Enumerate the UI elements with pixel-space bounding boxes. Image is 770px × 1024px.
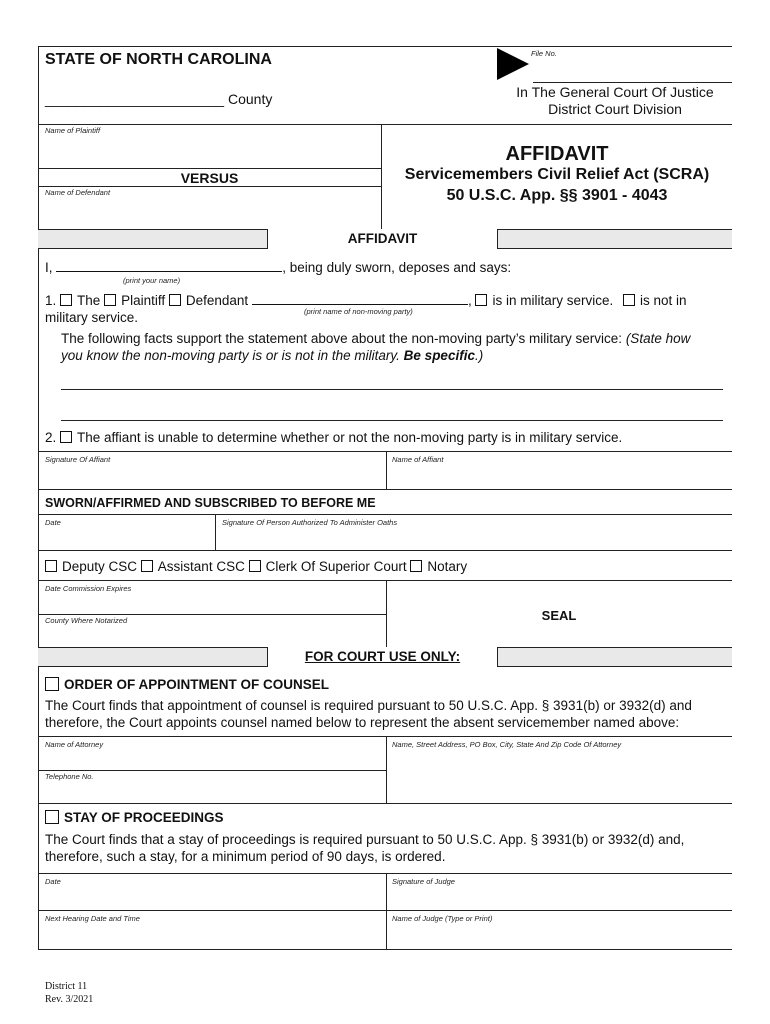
item2-line xyxy=(45,430,622,445)
file-no-label: File No. xyxy=(531,49,557,58)
facts-end: .) xyxy=(474,348,484,363)
is-not-in-label: is not in xyxy=(640,293,687,308)
deputy-csc-label: Deputy CSC xyxy=(62,559,138,574)
next-hearing-field[interactable] xyxy=(40,923,384,947)
facts-line-field[interactable] xyxy=(61,389,723,390)
bottom-border xyxy=(38,949,732,950)
plaintiff-checkbox[interactable] xyxy=(104,294,116,306)
military-service-label: military service. xyxy=(45,310,139,325)
notary-label: Notary xyxy=(427,559,468,574)
divider xyxy=(38,770,386,771)
sig-judge-label: Signature of Judge xyxy=(392,877,455,886)
county-notarized-label: County Where Notarized xyxy=(45,616,128,625)
divider xyxy=(38,451,732,452)
facts-text: The following facts support the statement above about the non-moving party’s military service: xyxy=(61,331,623,346)
court-use-section-label: FOR COURT USE ONLY: xyxy=(267,647,498,667)
footer-district: District 11 xyxy=(45,981,88,992)
stay-text1: The Court finds that a stay of proceedings is required pursuant to 50 U.S.C. App. § 3931(b) or 3932(d) and, xyxy=(45,832,685,847)
stay-heading: STAY OF PROCEEDINGS xyxy=(64,810,224,825)
divider xyxy=(38,873,732,874)
is-in-checkbox[interactable] xyxy=(475,294,487,306)
sig-affiant-label: Signature Of Affiant xyxy=(45,455,111,464)
defendant-checkbox[interactable] xyxy=(169,294,181,306)
order-heading: ORDER OF APPOINTMENT OF COUNSEL xyxy=(64,677,330,692)
deputy-csc-checkbox[interactable] xyxy=(45,560,57,572)
top-border xyxy=(38,46,732,47)
title-citation: 50 U.S.C. App. §§ 3901 - 4043 xyxy=(446,187,668,204)
stay-heading-line xyxy=(45,810,224,825)
nonmoving-hint: (print name of non-moving party) xyxy=(304,307,413,316)
divider xyxy=(38,124,732,125)
commission-label: Date Commission Expires xyxy=(45,584,132,593)
sworn-date-field[interactable] xyxy=(40,527,213,549)
divider xyxy=(38,580,732,581)
plaintiff-option-label: Plaintiff xyxy=(121,293,166,308)
stay-checkbox[interactable] xyxy=(45,810,59,824)
intro-suffix: , being duly sworn, deposes and says: xyxy=(282,260,512,275)
divider xyxy=(38,514,732,515)
name-affiant-field[interactable] xyxy=(388,464,731,488)
notary-checkbox[interactable] xyxy=(410,560,422,572)
sig-authorized-label: Signature Of Person Authorized To Administer Oaths xyxy=(222,518,398,527)
next-hearing-label: Next Hearing Date and Time xyxy=(45,914,140,923)
stay-date-field[interactable] xyxy=(40,886,384,908)
sig-affiant-field[interactable] xyxy=(40,464,384,488)
stay-date-label: Date xyxy=(45,877,61,886)
unable-checkbox[interactable] xyxy=(60,431,72,443)
file-no-line[interactable] xyxy=(533,82,732,83)
item1-line: 1. The Plaintiff Defendant , is in military service. is not in xyxy=(45,293,687,308)
county-line[interactable] xyxy=(45,91,272,107)
assistant-csc-label: Assistant CSC xyxy=(157,559,245,574)
title-subtitle: Servicemembers Civil Relief Act (SCRA) xyxy=(404,166,710,183)
sworn-heading: SWORN/AFFIRMED AND SUBSCRIBED TO BEFORE ME xyxy=(45,496,376,510)
divider xyxy=(386,736,387,803)
attorney-field[interactable] xyxy=(40,749,384,769)
triangle-icon xyxy=(497,48,531,82)
affiant-name-field[interactable] xyxy=(56,271,282,272)
court-line2: District Court Division xyxy=(548,101,682,117)
assistant-csc-checkbox[interactable] xyxy=(141,560,153,572)
order-text2: therefore, the Court appoints counsel named below to represent the absent servicemember named above: xyxy=(45,715,680,730)
is-in-label: is in military service. xyxy=(492,293,614,308)
intro-line xyxy=(45,260,511,275)
divider xyxy=(38,186,381,187)
clerk-label: Clerk Of Superior Court xyxy=(265,559,407,574)
name-judge-field[interactable] xyxy=(388,923,731,947)
court-line1: In The General Court Of Justice xyxy=(516,84,714,100)
state-title: STATE OF NORTH CAROLINA xyxy=(45,51,272,68)
seal-label: SEAL xyxy=(541,608,577,623)
clerk-checkbox[interactable] xyxy=(249,560,261,572)
divider xyxy=(386,451,387,489)
officer-options xyxy=(45,559,467,574)
county-notarized-field[interactable] xyxy=(40,625,384,645)
sig-judge-field[interactable] xyxy=(388,886,731,908)
item1-num: 1. xyxy=(45,293,57,308)
facts-italic2: you know the non-moving party is or is not in the military. xyxy=(61,348,400,363)
facts-line1 xyxy=(61,331,690,346)
versus-label: VERSUS xyxy=(180,170,239,186)
county-blank: _______________________ xyxy=(45,91,225,107)
is-not-in-checkbox[interactable] xyxy=(623,294,635,306)
name-judge-label: Name of Judge (Type or Print) xyxy=(392,914,493,923)
divider xyxy=(38,614,386,615)
order-text1: The Court finds that appointment of counsel is required pursuant to 50 U.S.C. App. § 3931(b) or 3932(d) and xyxy=(45,698,692,713)
divider xyxy=(38,736,732,737)
attorney-label: Name of Attorney xyxy=(45,740,104,749)
facts-bold: Be specific xyxy=(403,348,475,363)
divider xyxy=(38,550,732,551)
attorney-address-label: Name, Street Address, PO Box, City, State And Zip Code Of Attorney xyxy=(392,740,622,749)
affidavit-section-label: AFFIDAVIT xyxy=(267,229,498,249)
order-checkbox[interactable] xyxy=(45,677,59,691)
sworn-date-label: Date xyxy=(45,518,61,527)
divider xyxy=(386,873,387,949)
plaintiff-label: Name of Plaintiff xyxy=(45,126,101,135)
defendant-option-label: Defendant xyxy=(185,293,249,308)
commission-field[interactable] xyxy=(40,593,384,613)
telephone-label: Telephone No. xyxy=(45,772,94,781)
divider xyxy=(38,489,732,490)
telephone-field[interactable] xyxy=(40,781,384,801)
the-label: The xyxy=(77,293,101,308)
sig-authorized-field[interactable] xyxy=(217,527,731,549)
attorney-address-field[interactable] xyxy=(388,749,731,801)
footer-rev: Rev. 3/2021 xyxy=(45,994,94,1005)
stay-text2: therefore, such a stay, for a minimum period of 90 days, is ordered. xyxy=(45,849,446,864)
name-affiant-label: Name of Affiant xyxy=(392,455,444,464)
the-checkbox[interactable] xyxy=(60,294,72,306)
divider xyxy=(38,803,732,804)
nonmoving-party-field[interactable] xyxy=(252,304,468,305)
intro-prefix: I, xyxy=(45,260,53,275)
item2-num: 2. xyxy=(45,430,57,445)
facts-line-field[interactable] xyxy=(61,420,723,421)
facts-italic: (State how xyxy=(625,331,691,346)
title-main: AFFIDAVIT xyxy=(505,143,609,165)
divider xyxy=(38,910,732,911)
order-heading-line xyxy=(45,677,329,692)
facts-line2 xyxy=(61,348,483,363)
print-name-hint: (print your name) xyxy=(123,276,181,285)
item2-text: The affiant is unable to determine whether or not the non-moving party is in military service. xyxy=(77,430,623,445)
divider xyxy=(215,514,216,550)
defendant-label: Name of Defendant xyxy=(45,188,111,197)
plaintiff-field[interactable] xyxy=(38,168,381,169)
county-label: County xyxy=(227,91,273,107)
